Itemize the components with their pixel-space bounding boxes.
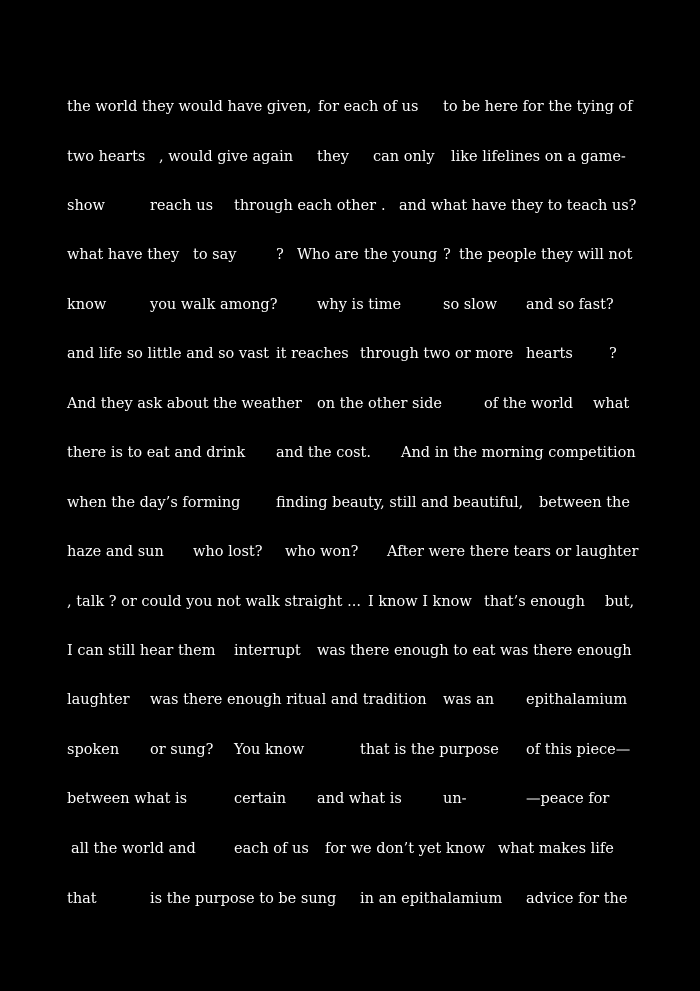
line-segment: is the purpose to be sung bbox=[150, 891, 337, 907]
line-segment: that is the purpose bbox=[360, 742, 499, 758]
line-segment: certain bbox=[234, 791, 287, 807]
line-segment: to be here for the tying of bbox=[443, 99, 633, 115]
line-segment: of this piece— bbox=[526, 742, 631, 758]
line-segment: on the other side bbox=[317, 396, 442, 412]
line-segment: of the world bbox=[484, 396, 574, 412]
line-segment: ? bbox=[609, 346, 617, 362]
line-segment: that’s enough bbox=[484, 594, 585, 610]
line-segment: interrupt bbox=[234, 643, 301, 659]
poem-line-1 bbox=[0, 97, 700, 117]
line-segment: but, bbox=[605, 594, 635, 610]
line-segment: , talk ? or could you not walk straight ... bbox=[67, 594, 361, 610]
poem-line-6 bbox=[0, 344, 700, 364]
line-segment: in an epithalamium bbox=[360, 891, 503, 907]
line-segment: that bbox=[67, 891, 97, 907]
line-segment: was there enough ritual and tradition bbox=[150, 692, 427, 708]
poem-line-9 bbox=[0, 493, 700, 513]
line-segment: Who are bbox=[297, 247, 359, 263]
line-segment: . bbox=[381, 198, 386, 214]
line-segment: like lifelines on a game- bbox=[451, 149, 626, 165]
line-segment: ? bbox=[276, 247, 284, 263]
line-segment: so slow bbox=[443, 297, 497, 313]
poem-line-14 bbox=[0, 740, 700, 760]
line-segment: and life so little and so vast bbox=[67, 346, 270, 362]
line-segment: was there enough to eat bbox=[317, 643, 496, 659]
line-segment: for we don’t yet know bbox=[325, 841, 486, 857]
poem-line-13 bbox=[0, 690, 700, 710]
line-segment: hearts bbox=[526, 346, 573, 362]
line-segment: all the world and bbox=[71, 841, 196, 857]
line-segment: the young bbox=[364, 247, 438, 263]
line-segment: laughter bbox=[67, 692, 130, 708]
line-segment: and what is bbox=[317, 791, 402, 807]
line-segment: it reaches bbox=[276, 346, 349, 362]
line-segment: there is to eat and drink bbox=[67, 445, 246, 461]
poem-line-15 bbox=[0, 789, 700, 809]
line-segment: between what is bbox=[67, 791, 188, 807]
line-segment: finding beauty, still and beautiful, bbox=[276, 495, 524, 511]
poem-line-7 bbox=[0, 394, 700, 414]
poem-line-4 bbox=[0, 245, 700, 265]
poem-line-3 bbox=[0, 196, 700, 216]
line-segment: show bbox=[67, 198, 105, 214]
line-segment: two hearts bbox=[67, 149, 146, 165]
line-segment: —peace for bbox=[526, 791, 610, 807]
line-segment: reach us bbox=[150, 198, 214, 214]
line-segment: ? bbox=[443, 247, 451, 263]
line-segment: I can still hear them bbox=[67, 643, 216, 659]
poem-line-16 bbox=[0, 839, 700, 859]
line-segment: when the day’s forming bbox=[67, 495, 241, 511]
line-segment: who won? bbox=[285, 544, 359, 560]
line-segment: and what have they to teach us? bbox=[399, 198, 637, 214]
line-segment: for each of us bbox=[318, 99, 419, 115]
poem-line-10 bbox=[0, 542, 700, 562]
line-segment: why is time bbox=[317, 297, 402, 313]
line-segment: After were there tears or laughter bbox=[387, 544, 639, 560]
line-segment: and so fast? bbox=[526, 297, 614, 313]
line-segment: the world they would have given, bbox=[67, 99, 312, 115]
poem-line-11 bbox=[0, 592, 700, 612]
line-segment: spoken bbox=[67, 742, 120, 758]
line-segment: And they ask about the weather bbox=[67, 396, 302, 412]
line-segment: you walk among? bbox=[150, 297, 278, 313]
line-segment: can only bbox=[373, 149, 435, 165]
line-segment: was there enough bbox=[500, 643, 632, 659]
line-segment: I know I know bbox=[368, 594, 472, 610]
poem-line-17 bbox=[0, 889, 700, 909]
line-segment: to say bbox=[193, 247, 237, 263]
line-segment: know bbox=[67, 297, 107, 313]
line-segment: who lost? bbox=[193, 544, 263, 560]
line-segment: And in the morning competition bbox=[401, 445, 636, 461]
line-segment: and the cost. bbox=[276, 445, 371, 461]
poem-line-2 bbox=[0, 147, 700, 167]
line-segment: , would give again bbox=[159, 149, 294, 165]
poem-line-12 bbox=[0, 641, 700, 661]
line-segment: what makes life bbox=[498, 841, 614, 857]
line-segment: or sung? bbox=[150, 742, 214, 758]
line-segment: advice for the bbox=[526, 891, 628, 907]
line-segment: You know bbox=[234, 742, 305, 758]
poem-line-8 bbox=[0, 443, 700, 463]
line-segment: through each other bbox=[234, 198, 377, 214]
line-segment: what bbox=[593, 396, 630, 412]
line-segment: epithalamium bbox=[526, 692, 628, 708]
poem-line-5 bbox=[0, 295, 700, 315]
line-segment: each of us bbox=[234, 841, 309, 857]
line-segment: un- bbox=[443, 791, 467, 807]
line-segment: haze and sun bbox=[67, 544, 164, 560]
line-segment: was an bbox=[443, 692, 495, 708]
line-segment: through two or more bbox=[360, 346, 514, 362]
line-segment: what have they bbox=[67, 247, 180, 263]
line-segment: they bbox=[317, 149, 349, 165]
line-segment: the people they will not bbox=[459, 247, 633, 263]
line-segment: between the bbox=[539, 495, 630, 511]
